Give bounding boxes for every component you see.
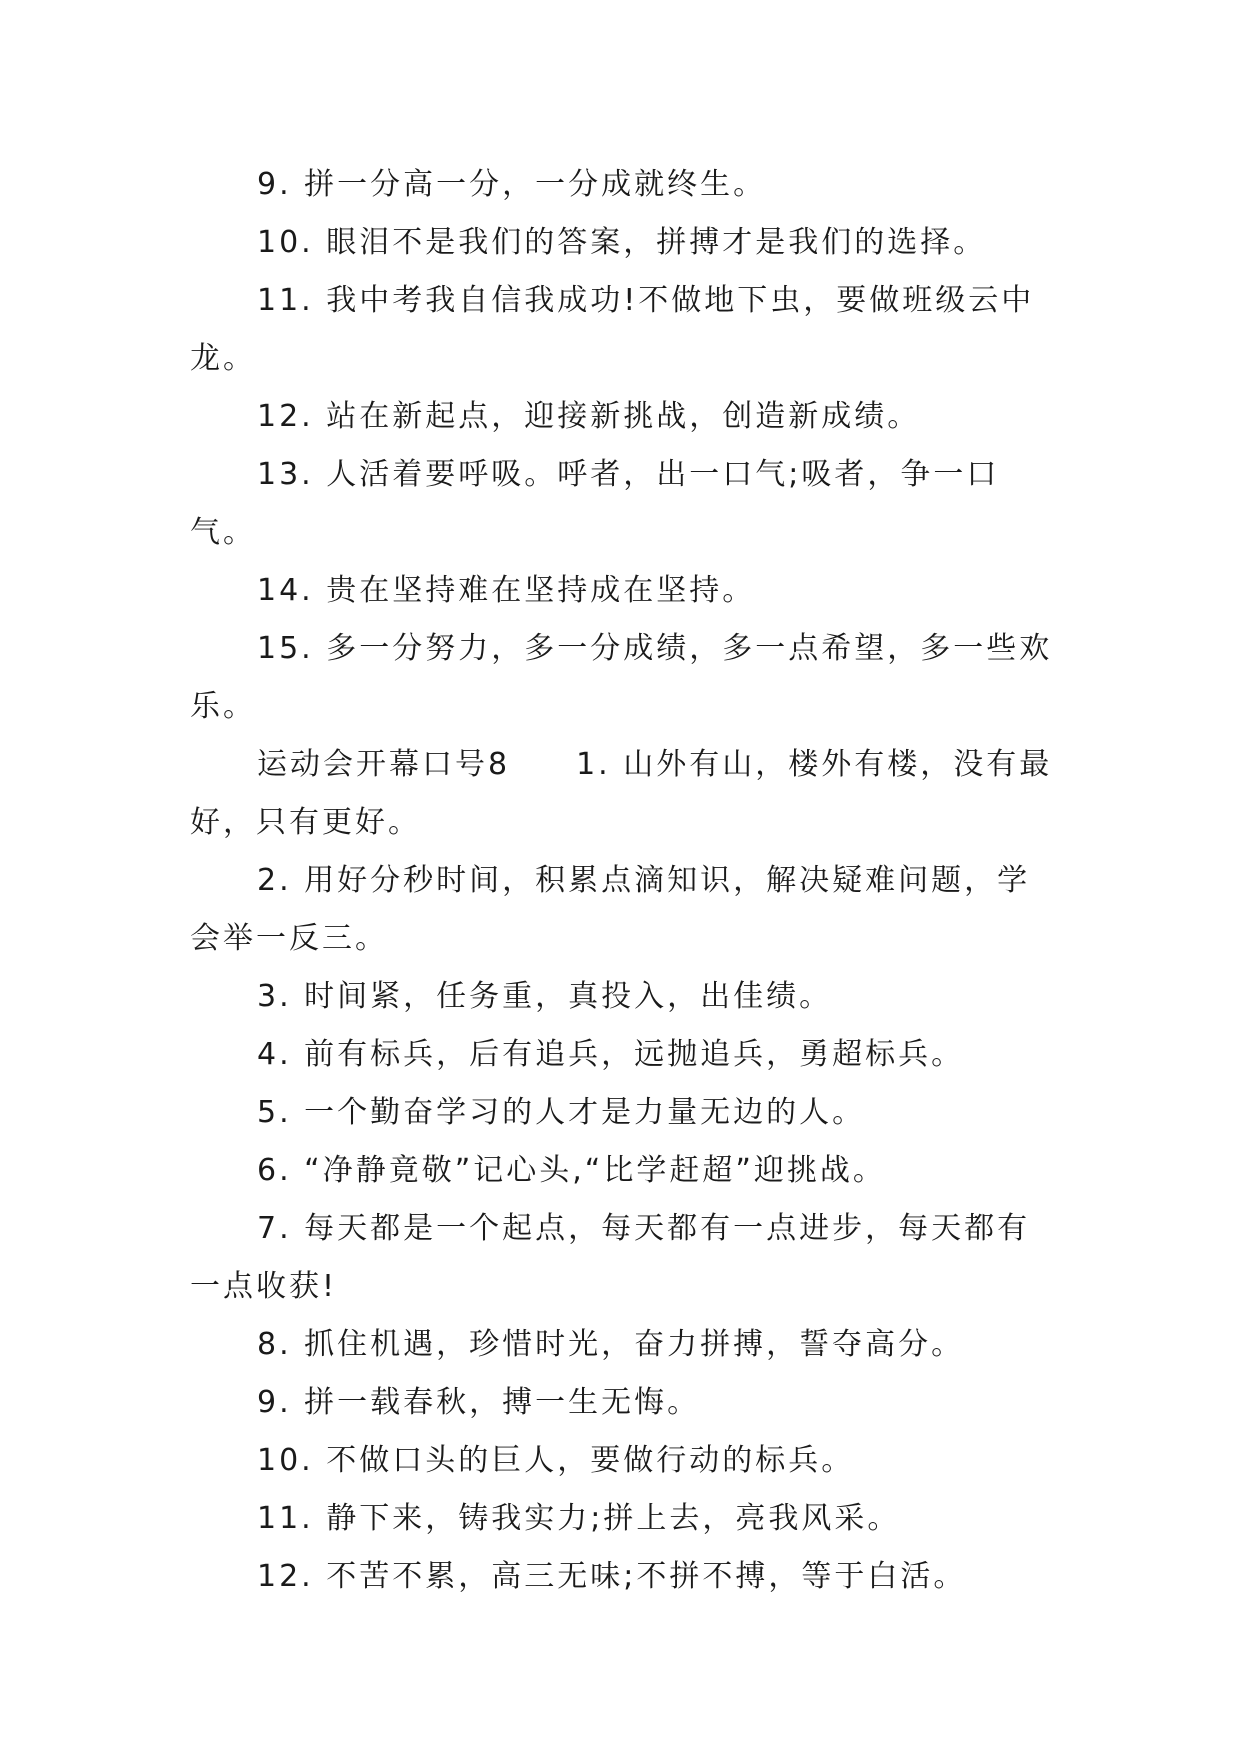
paragraph: 15. 多一分努力，多一分成绩，多一点希望，多一些欢乐。: [190, 631, 1053, 724]
document-body: [190, 156, 1060, 1606]
paragraph: 11. 我中考我自信我成功!不做地下虫，要做班级云中龙。: [190, 283, 1035, 376]
paragraph: 9. 拼一载春秋，搏一生无悔。: [257, 1385, 701, 1420]
paragraph: 6. “净静竟敬”记心头,“比学赶超”迎挑战。: [257, 1153, 886, 1188]
paragraph: 运动会开幕口号8 1. 山外有山，楼外有楼，没有最好，只有更好。: [190, 747, 1053, 840]
paragraph: 7. 每天都是一个起点，每天都有一点进步，每天都有一点收获!: [190, 1211, 1031, 1304]
paragraph: 14. 贵在坚持难在坚持成在坚持。: [257, 573, 756, 608]
paragraph: 10. 不做口头的巨人，要做行动的标兵。: [257, 1443, 855, 1478]
paragraph: 9. 拼一分高一分，一分成就终生。: [257, 167, 767, 202]
paragraph: 4. 前有标兵，后有追兵，远抛追兵，勇超标兵。: [257, 1037, 965, 1072]
paragraph: 13. 人活着要呼吸。呼者，出一口气;吸者，争一口气。: [190, 457, 1000, 550]
paragraph: 5. 一个勤奋学习的人才是力量无边的人。: [257, 1095, 866, 1130]
paragraph: 11. 静下来，铸我实力;拼上去，亮我风采。: [257, 1501, 901, 1536]
paragraph: 8. 抓住机遇，珍惜时光，奋力拼搏，誓夺高分。: [257, 1327, 965, 1362]
paragraph: 10. 眼泪不是我们的答案，拼搏才是我们的选择。: [257, 225, 987, 260]
paragraph: 3. 时间紧，任务重，真投入，出佳绩。: [257, 979, 833, 1014]
paragraph: 12. 不苦不累，高三无味;不拼不搏，等于白活。: [257, 1559, 967, 1594]
paragraph: 2. 用好分秒时间，积累点滴知识，解决疑难问题，学会举一反三。: [190, 863, 1031, 956]
paragraph: 12. 站在新起点，迎接新挑战，创造新成绩。: [257, 399, 921, 434]
